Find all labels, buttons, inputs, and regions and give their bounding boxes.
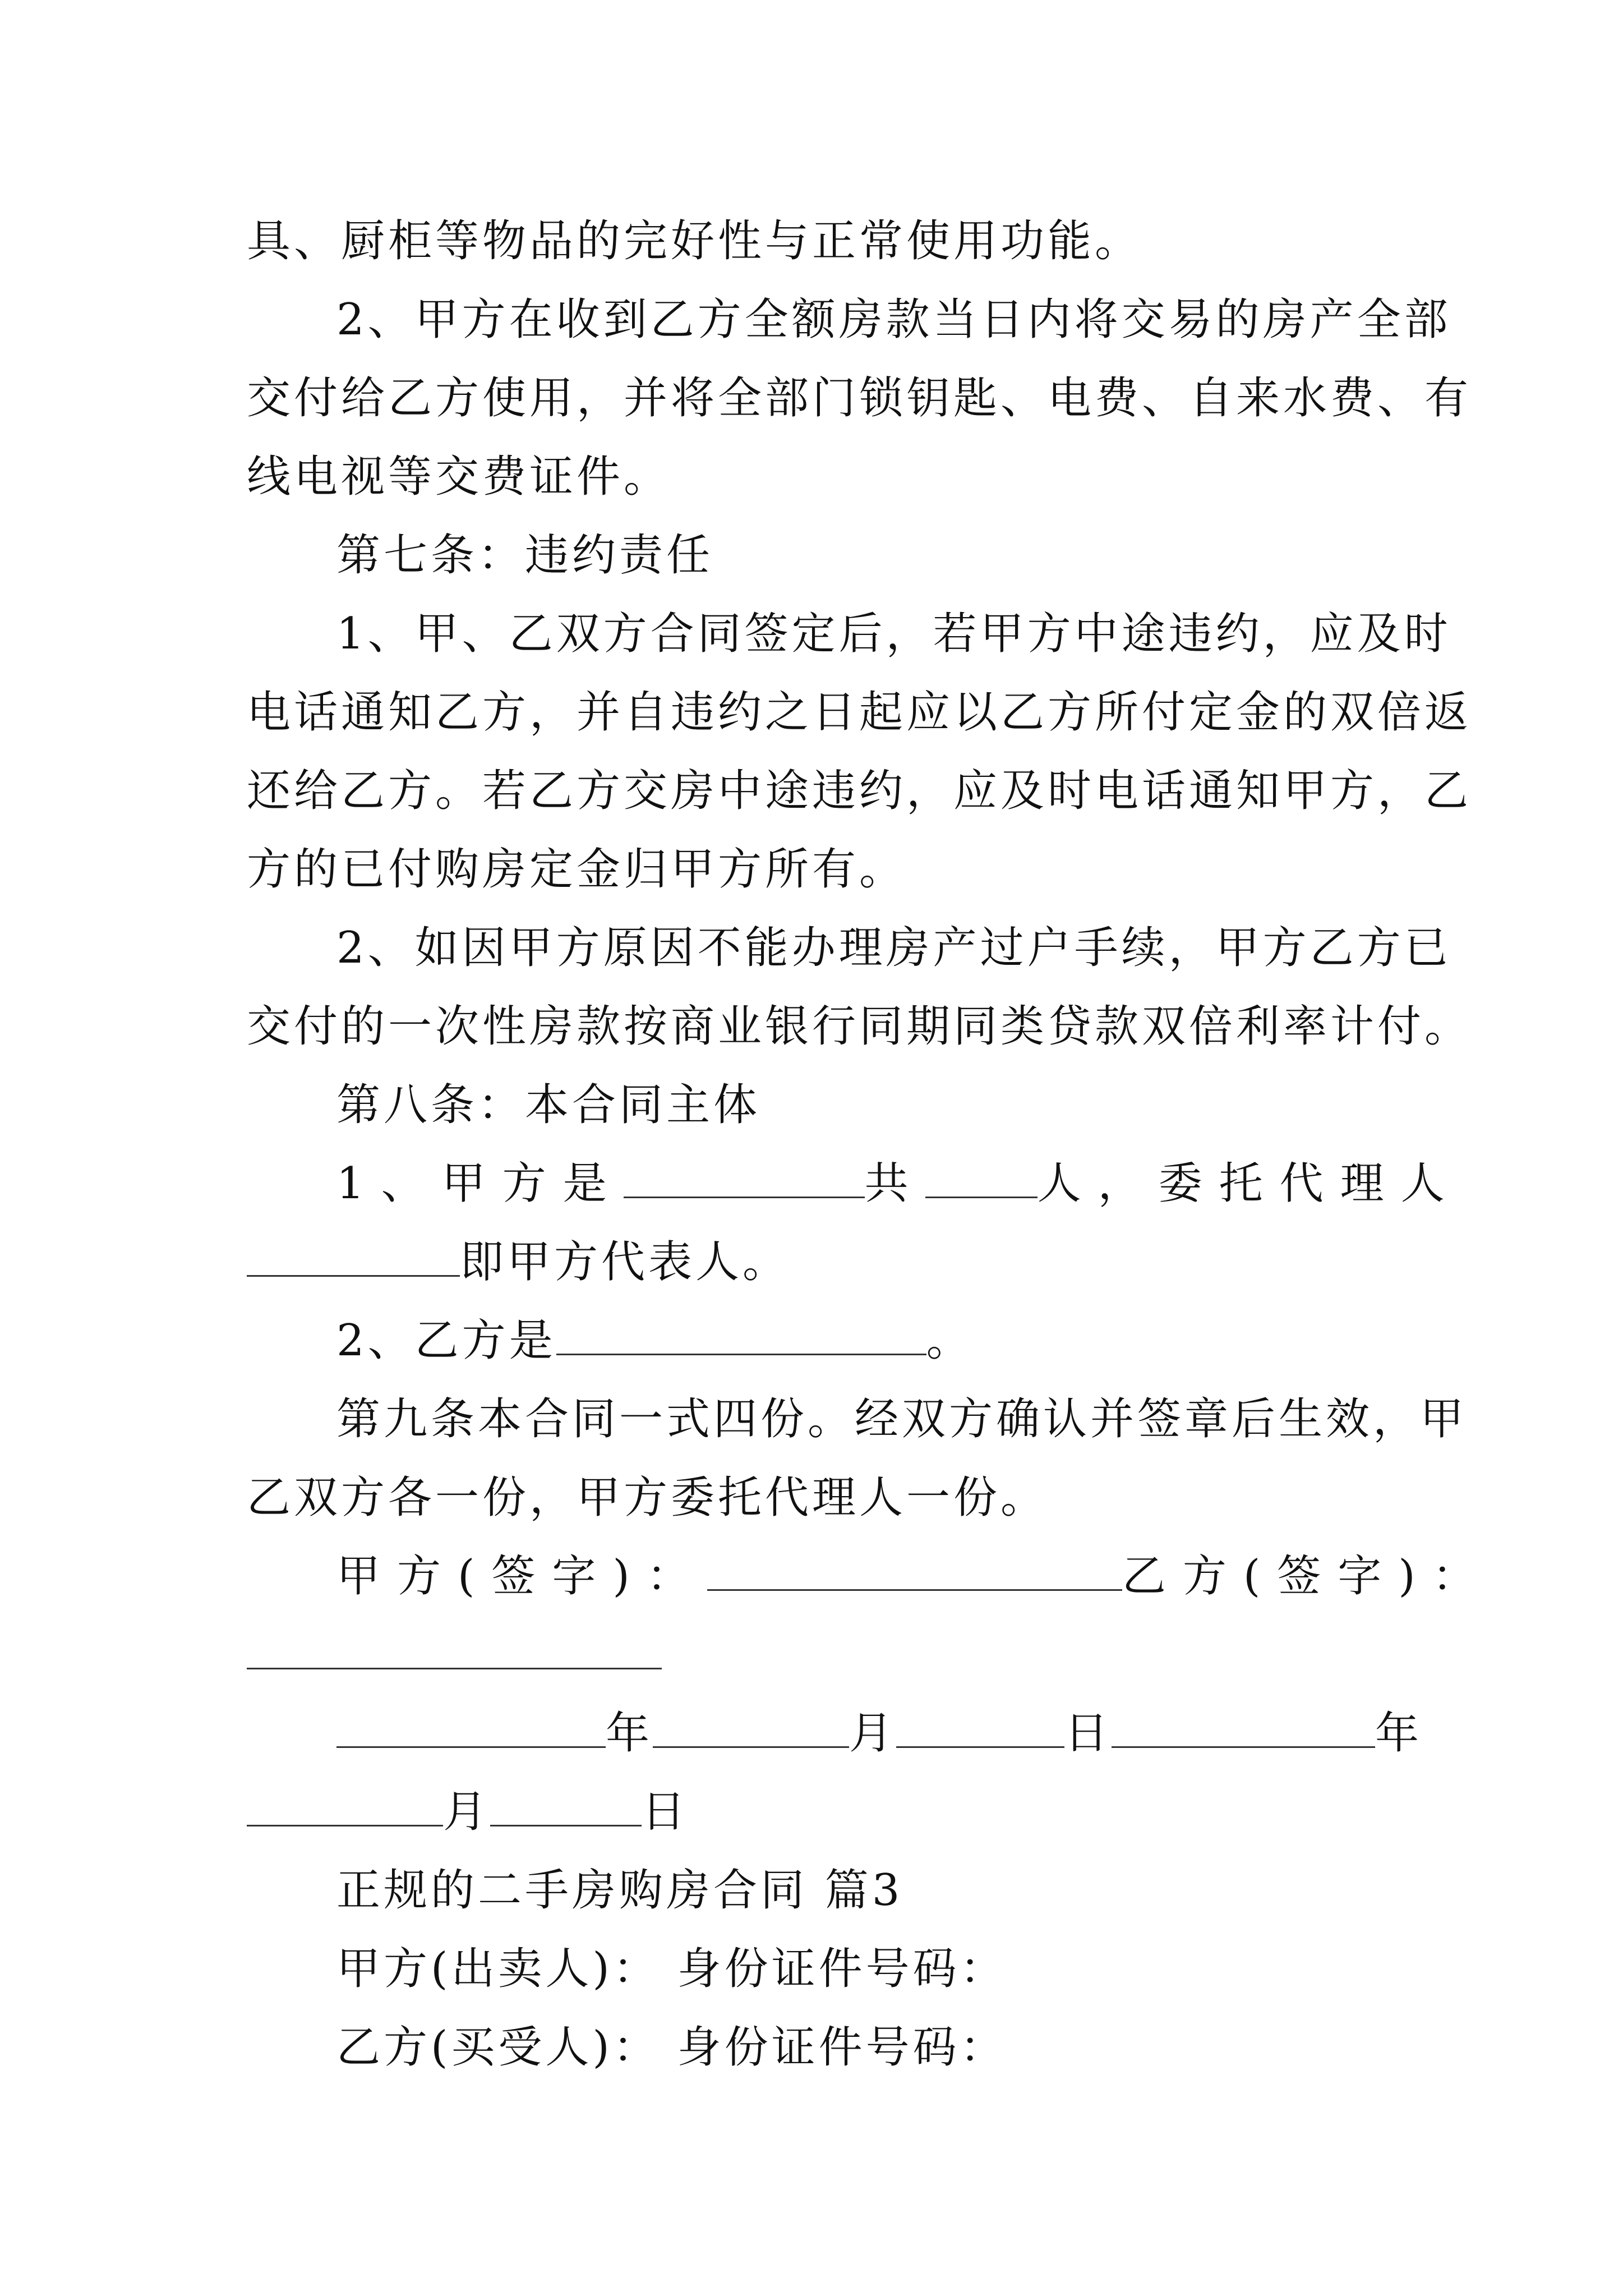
- date-line-2: [247, 1773, 1391, 1851]
- party-a-signature-label: 甲方(签字)：: [336, 1551, 707, 1602]
- section-heading-9: 第九条本合同一式四份。经双方确认并签章后生效，甲: [336, 1394, 1468, 1444]
- text-line: 乙双方各一份，甲方委托代理人一份。: [247, 1473, 1048, 1523]
- agent-suffix: 即甲方代表人。: [460, 1237, 790, 1287]
- text-line: 还给乙方。若乙方交房中途违约，应及时电话通知甲方，乙: [247, 766, 1472, 816]
- agent-blank: [247, 1236, 460, 1277]
- text-line: 1、甲、乙双方合同签定后，若甲方中途违约，应及时: [336, 609, 1451, 659]
- signature-line: [247, 1537, 1493, 1616]
- year-blank-2: [1112, 1707, 1375, 1748]
- seller-line: 甲方(出卖人)： 身份证件号码：: [336, 1944, 1007, 1994]
- month-label: 月: [849, 1708, 897, 1759]
- contract-title: 正规的二手房购房合同 篇3: [336, 1865, 903, 1916]
- party-b-blank: [556, 1314, 926, 1355]
- party-a-line: [247, 1144, 1461, 1223]
- text-line: 方的已付购房定金归甲方所有。: [247, 844, 907, 895]
- party-a-count-blank: [925, 1157, 1038, 1198]
- section-heading-8: 第八条：本合同主体: [336, 1080, 761, 1130]
- party-a-signature-blank: [707, 1550, 1122, 1591]
- day-label: 日: [1064, 1708, 1112, 1759]
- party-b-period: 。: [926, 1315, 974, 1366]
- month-blank: [653, 1707, 849, 1748]
- document-page: [247, 202, 1493, 2087]
- signature-blank-line: [247, 1616, 1391, 1694]
- day-blank: [896, 1707, 1064, 1748]
- section-heading-7: 第七条：违约责任: [336, 530, 714, 581]
- text-line: 具、厨柜等物品的完好性与正常使用功能。: [247, 216, 1142, 266]
- month-label-2: 月: [443, 1787, 491, 1837]
- day-blank-2: [490, 1786, 642, 1826]
- party-a-count-label: 共: [864, 1158, 925, 1209]
- party-a-blank: [624, 1157, 865, 1198]
- text-line: 电话通知乙方，并自违约之日起应以乙方所付定金的双倍返: [247, 687, 1472, 738]
- party-a-label: 1、甲方是: [336, 1158, 624, 1209]
- year-blank: [336, 1707, 606, 1748]
- agent-label: 人，委托代理人: [1037, 1158, 1461, 1209]
- text-line: 线电视等交费证件。: [247, 452, 671, 502]
- party-b-line: [247, 1301, 1391, 1380]
- party-b-signature-blank: [247, 1628, 662, 1669]
- day-label-2: 日: [642, 1787, 689, 1837]
- text-line: 2、如因甲方原因不能办理房产过户手续，甲方乙方已: [336, 923, 1451, 973]
- text-line: 交付给乙方使用，并将全部门锁钥匙、电费、自来水费、有: [247, 373, 1472, 424]
- party-b-signature-label: 乙方(签字)：: [1122, 1551, 1493, 1602]
- year-label: 年: [606, 1708, 653, 1759]
- year-label-2: 年: [1375, 1708, 1423, 1759]
- party-b-label: 2、乙方是: [336, 1315, 556, 1366]
- agent-line: [247, 1223, 1391, 1301]
- date-line: [247, 1694, 1423, 1773]
- text-line: 交付的一次性房款按商业银行同期同类贷款双倍利率计付。: [247, 1001, 1472, 1052]
- text-line: 2、甲方在收到乙方全额房款当日内将交易的房产全部: [336, 295, 1451, 345]
- month-blank-2: [247, 1786, 443, 1826]
- buyer-line: 乙方(买受人)： 身份证件号码：: [336, 2022, 1007, 2073]
